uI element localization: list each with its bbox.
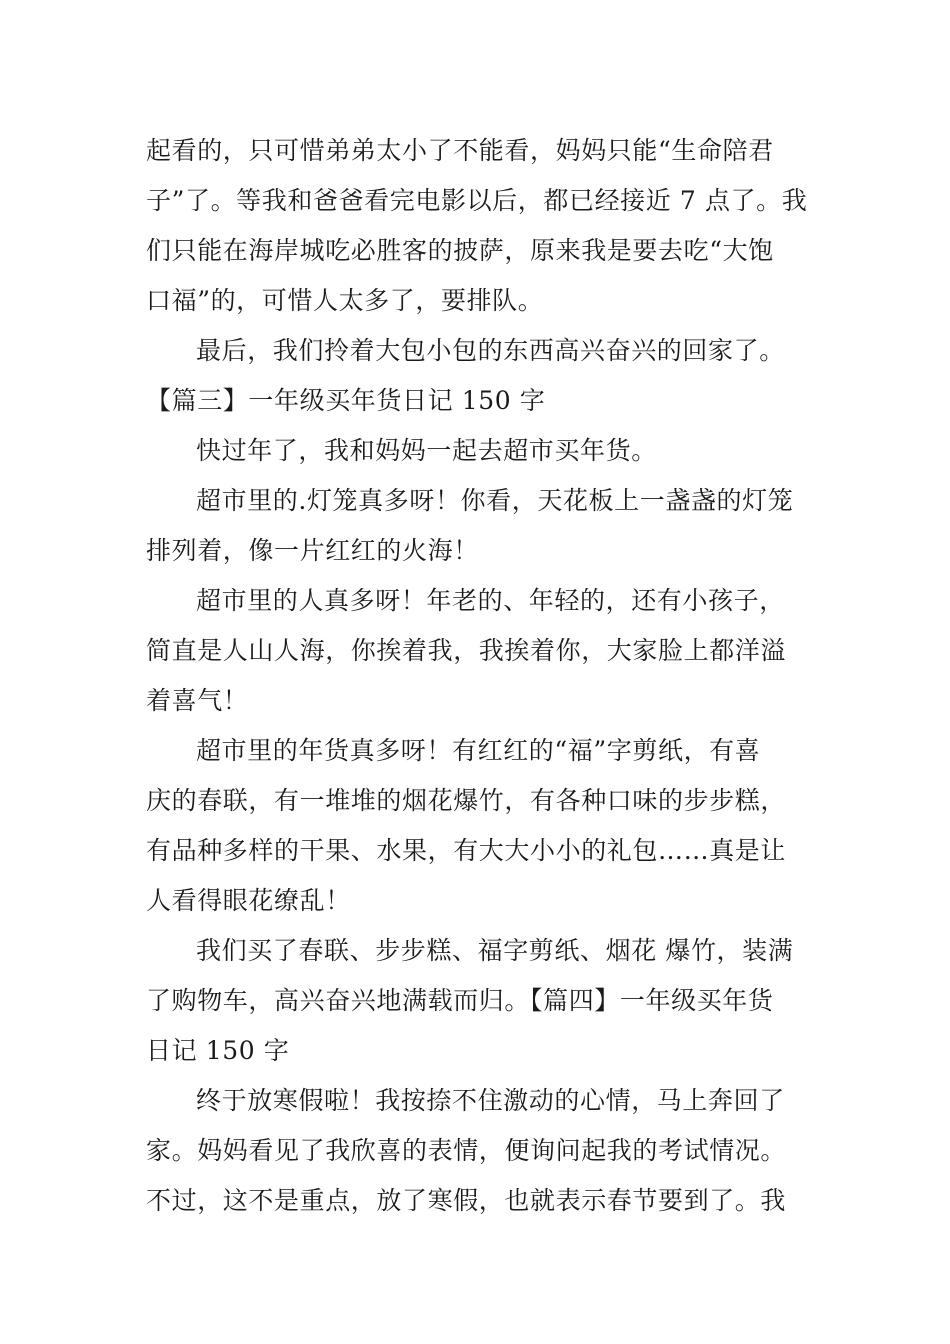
text-line: 子”了。等我和爸爸看完电影以后，都已经接近 7 点了。我 — [146, 186, 808, 215]
paragraph-start-line: 超市里的人真多呀！年老的、年轻的，还有小孩子， — [196, 586, 785, 615]
text-line: 着喜气！ — [146, 686, 249, 715]
text-line: 口福”的，可惜人太多了，要排队。 — [146, 286, 544, 315]
text-line: 简直是人山人海，你挨着我，我挨着你，大家脸上都洋溢 — [146, 636, 787, 665]
text-line: 人看得眼花缭乱！ — [146, 886, 351, 915]
paragraph-start-line: 快过年了，我和妈妈一起去超市买年货。 — [196, 436, 657, 465]
text-line: 们只能在海岸城吃必胜客的披萨，原来我是要去吃“大饱 — [146, 236, 774, 265]
text-line: 排列着，像一片红红的火海！ — [146, 536, 479, 565]
text-line: 了购物车，高兴奋兴地满载而归。【篇四】一年级买年货 — [146, 986, 774, 1015]
paragraph-start-line: 终于放寒假啦！我按捺不住激动的心情，马上奔回了 — [196, 1086, 785, 1115]
section-heading: 【篇三】一年级买年货日记 150 字 — [146, 386, 546, 415]
text-line: 起看的，只可惜弟弟太小了不能看，妈妈只能“生命陪君 — [146, 136, 774, 165]
document-body — [146, 126, 806, 1226]
text-line: 有品种多样的干果、水果，有大大小小的礼包……真是让 — [146, 836, 787, 865]
paragraph-start-line: 超市里的年货真多呀！有红红的“福”字剪纸，有喜 — [196, 736, 761, 765]
paragraph-start-line: 超市里的.灯笼真多呀！你看，天花板上一盏盏的灯笼 — [196, 486, 794, 515]
text-line: 日记 150 字 — [146, 1036, 290, 1065]
paragraph-start-line: 最后，我们拎着大包小包的东西高兴奋兴的回家了。 — [196, 336, 785, 365]
paragraph-start-line: 我们买了春联、步步糕、福字剪纸、烟花 爆竹，装满 — [196, 936, 794, 965]
text-line: 庆的春联，有一堆堆的烟花爆竹，有各种口味的步步糕， — [146, 786, 787, 815]
text-line: 不过，这不是重点，放了寒假，也就表示春节要到了。我 — [146, 1186, 787, 1215]
text-line: 家。妈妈看见了我欣喜的表情，便询问起我的考试情况。 — [146, 1136, 787, 1165]
